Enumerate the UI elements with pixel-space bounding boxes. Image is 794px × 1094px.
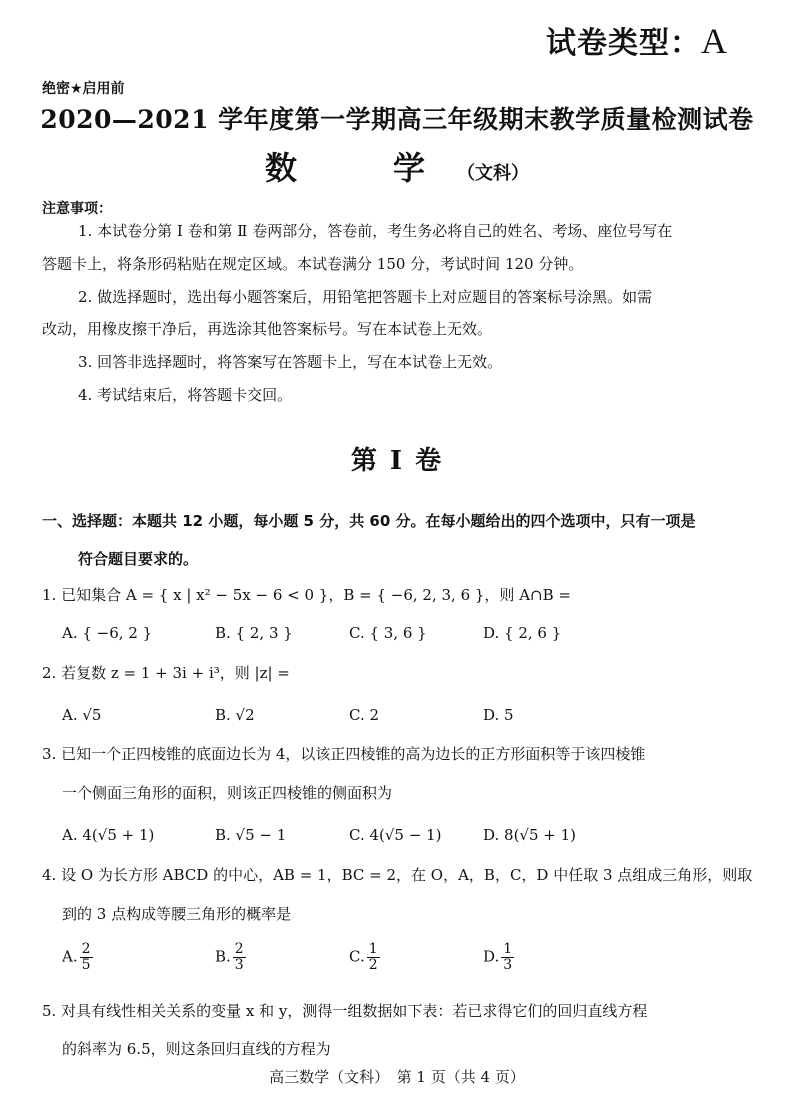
- option-a-label: A.: [62, 947, 78, 966]
- question-1-option-d: D. { 2, 6 }: [483, 624, 562, 642]
- question-3-option-a: A. 4(√5 + 1): [62, 826, 155, 844]
- question-2-option-c: C. 2: [349, 706, 380, 724]
- question-3-option-d: D. 8(√5 + 1): [483, 826, 577, 844]
- question-4-option-b: [215, 942, 246, 973]
- fraction-denominator: 3: [234, 957, 244, 973]
- section-1-line-2: 符合题目要求的。: [78, 550, 199, 568]
- fraction-numerator: 2: [81, 941, 91, 957]
- notice-item-3: 3. 回答非选择题时，将答案写在答题卡上，写在本试卷上无效。: [78, 353, 503, 371]
- question-5-stem-line-1: 5. 对具有线性相关关系的变量 x 和 y，测得一组数据如下表：若已求得它们的回归直线方程: [42, 1002, 648, 1020]
- question-3-option-c: C. 4(√5 − 1): [349, 826, 442, 844]
- page-footer: 高三数学（文科） 第 1 页（共 4 页）: [269, 1068, 525, 1086]
- fraction-denominator: 2: [368, 957, 378, 973]
- fraction-denominator: 5: [81, 957, 91, 973]
- option-b-label: B.: [215, 947, 231, 966]
- exam-title: 2020—2021 学年度第一学期高三年级期末教学质量检测试卷: [40, 105, 754, 134]
- question-1-option-a: A. { −6, 2 }: [62, 624, 153, 642]
- option-b-fraction: [233, 942, 246, 973]
- section-1-line-1: 一、选择题：本题共 12 小题，每小题 5 分，共 60 分。在每小题给出的四个选项中，只有一项是: [42, 512, 696, 530]
- fraction-numerator: 1: [503, 941, 513, 957]
- confidential-mark: 绝密★启用前: [42, 81, 125, 97]
- paper-type: [546, 18, 728, 62]
- notice-item-2-line-2: 改动，用橡皮擦干净后，再选涂其他答案标号。写在本试卷上无效。: [42, 320, 493, 338]
- option-a-fraction: [80, 942, 93, 973]
- notice-item-1-line-2: 答题卡上，将条形码粘贴在规定区域。本试卷满分 150 分，考试时间 120 分钟。: [42, 255, 584, 273]
- question-1-option-b: B. { 2, 3 }: [215, 624, 293, 642]
- fraction-numerator: 2: [234, 941, 244, 957]
- question-4-stem-line-2: 到的 3 点构成等腰三角形的概率是: [62, 905, 292, 923]
- question-4-stem-line-1: 4. 设 O 为长方形 ABCD 的中心，AB = 1，BC = 2，在 O，A，B，C，D 中任取 3 点组成三角形，则取: [42, 866, 753, 884]
- fraction-denominator: 3: [503, 957, 513, 973]
- subject-name: 数 学: [264, 149, 457, 187]
- volume-title: 第 Ⅰ 卷: [350, 446, 444, 476]
- fraction-numerator: 1: [368, 941, 378, 957]
- option-d-fraction: [501, 942, 514, 973]
- option-c-fraction: [367, 942, 380, 973]
- notice-heading: 注意事项：: [42, 201, 112, 217]
- question-4-option-c: [349, 942, 380, 973]
- question-2-option-d: D. 5: [483, 706, 514, 724]
- subject-title: [0, 143, 794, 189]
- question-2-stem: 2. 若复数 z = 1 + 3i + i³，则 |z| =: [42, 664, 290, 682]
- notice-item-1-line-1: 1. 本试卷分第 Ⅰ 卷和第 Ⅱ 卷两部分，答卷前，考生务必将自己的姓名、考场、座位号写在: [78, 222, 673, 240]
- paper-type-letter: A: [701, 21, 728, 61]
- question-3-option-b: B. √5 − 1: [215, 826, 287, 844]
- question-5-stem-line-2: 的斜率为 6.5，则这条回归直线的方程为: [62, 1040, 331, 1058]
- subject-note: （文科）: [457, 163, 529, 184]
- question-3-stem-line-1: 3. 已知一个正四棱锥的底面边长为 4，以该正四棱锥的高为边长的正方形面积等于该四棱锥: [42, 745, 646, 763]
- question-1-option-c: C. { 3, 6 }: [349, 624, 427, 642]
- notice-item-4: 4. 考试结束后，将答题卡交回。: [78, 386, 293, 404]
- question-4-option-a: [62, 942, 93, 973]
- question-4-option-d: [483, 942, 514, 973]
- notice-item-2-line-1: 2. 做选择题时，选出每小题答案后，用铅笔把答题卡上对应题目的答案标号涂黑。如需: [78, 288, 653, 306]
- paper-type-label: 试卷类型：: [546, 26, 701, 61]
- option-d-label: D.: [483, 947, 500, 966]
- question-3-stem-line-2: 一个侧面三角形的面积，则该正四棱锥的侧面积为: [62, 784, 393, 802]
- option-c-label: C.: [349, 947, 365, 966]
- question-2-option-b: B. √2: [215, 706, 255, 724]
- question-1-stem: 1. 已知集合 A = { x | x² − 5x − 6 < 0 }，B = { −6, 2, 3, 6 }，则 A∩B =: [42, 586, 571, 604]
- question-2-option-a: A. √5: [62, 706, 102, 724]
